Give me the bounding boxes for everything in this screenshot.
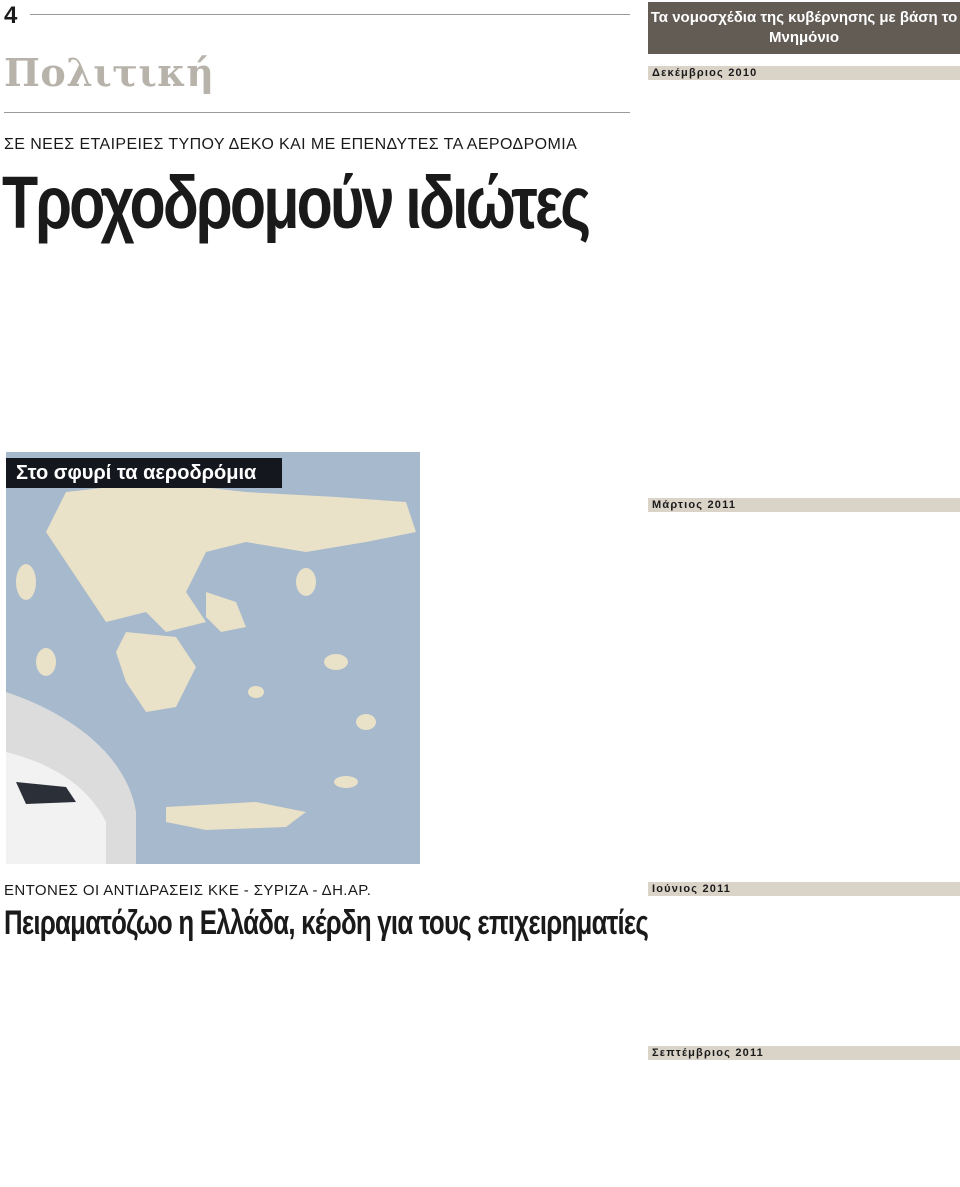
- month-header-march-2011: Μάρτιος 2011: [648, 498, 960, 512]
- page-number: 4: [4, 2, 18, 29]
- article-intro: [4, 274, 204, 382]
- second-article-column-1: [4, 950, 152, 1182]
- sidebar-title: Τα νομοσχέδια της κυβέρνησης με βάση το Μνημόνιο: [648, 2, 960, 54]
- bills-sidebar: [648, 0, 960, 1187]
- month-header-september-2011: Σεπτέμβριος 2011: [648, 1046, 960, 1060]
- article-column-2: [218, 286, 418, 446]
- article-headline: Τροχοδρομούν ιδιώτες: [2, 161, 589, 244]
- sidebar-block-september-2011: [652, 1062, 956, 1182]
- second-article-column-4: [478, 950, 626, 1182]
- sidebar-block-june-2011: [652, 898, 956, 1018]
- section-title: Πολιτική: [4, 50, 215, 95]
- second-article-kicker: ΕΝΤΟΝΕΣ ΟΙ ΑΝΤΙΔΡΑΣΕΙΣ ΚΚΕ - ΣΥΡΙΖΑ - ΔΗ.ΑΡ.: [4, 882, 372, 899]
- airports-map: [6, 452, 420, 864]
- map-title: Στο σφυρί τα αεροδρόμια: [6, 458, 282, 488]
- sidebar-block-december-2010: [652, 82, 956, 482]
- sidebar-block-march-2011: [652, 514, 956, 878]
- article-column-3: [430, 286, 636, 866]
- greece-map-graphic: [6, 452, 420, 864]
- second-article-column-3: [320, 950, 468, 1182]
- second-article-headline: Πειραματόζωο η Ελλάδα, κέρδη για τους επιχειρηματίες: [4, 904, 649, 942]
- article-kicker: ΣΕ ΝΕΕΣ ΕΤΑΙΡΕΙΕΣ ΤΥΠΟΥ ΔΕΚΟ ΚΑΙ ΜΕ ΕΠΕΝΔΥΤΕΣ ΤΑ ΑΕΡΟΔΡΟΜΙΑ: [4, 136, 578, 153]
- top-rule: [30, 14, 630, 15]
- month-header-december-2010: Δεκέμβριος 2010: [648, 66, 960, 80]
- section-rule: [4, 112, 630, 113]
- article-column-1: [4, 378, 204, 438]
- month-header-june-2011: Ιούνιος 2011: [648, 882, 960, 896]
- second-article-column-2: [162, 950, 310, 1182]
